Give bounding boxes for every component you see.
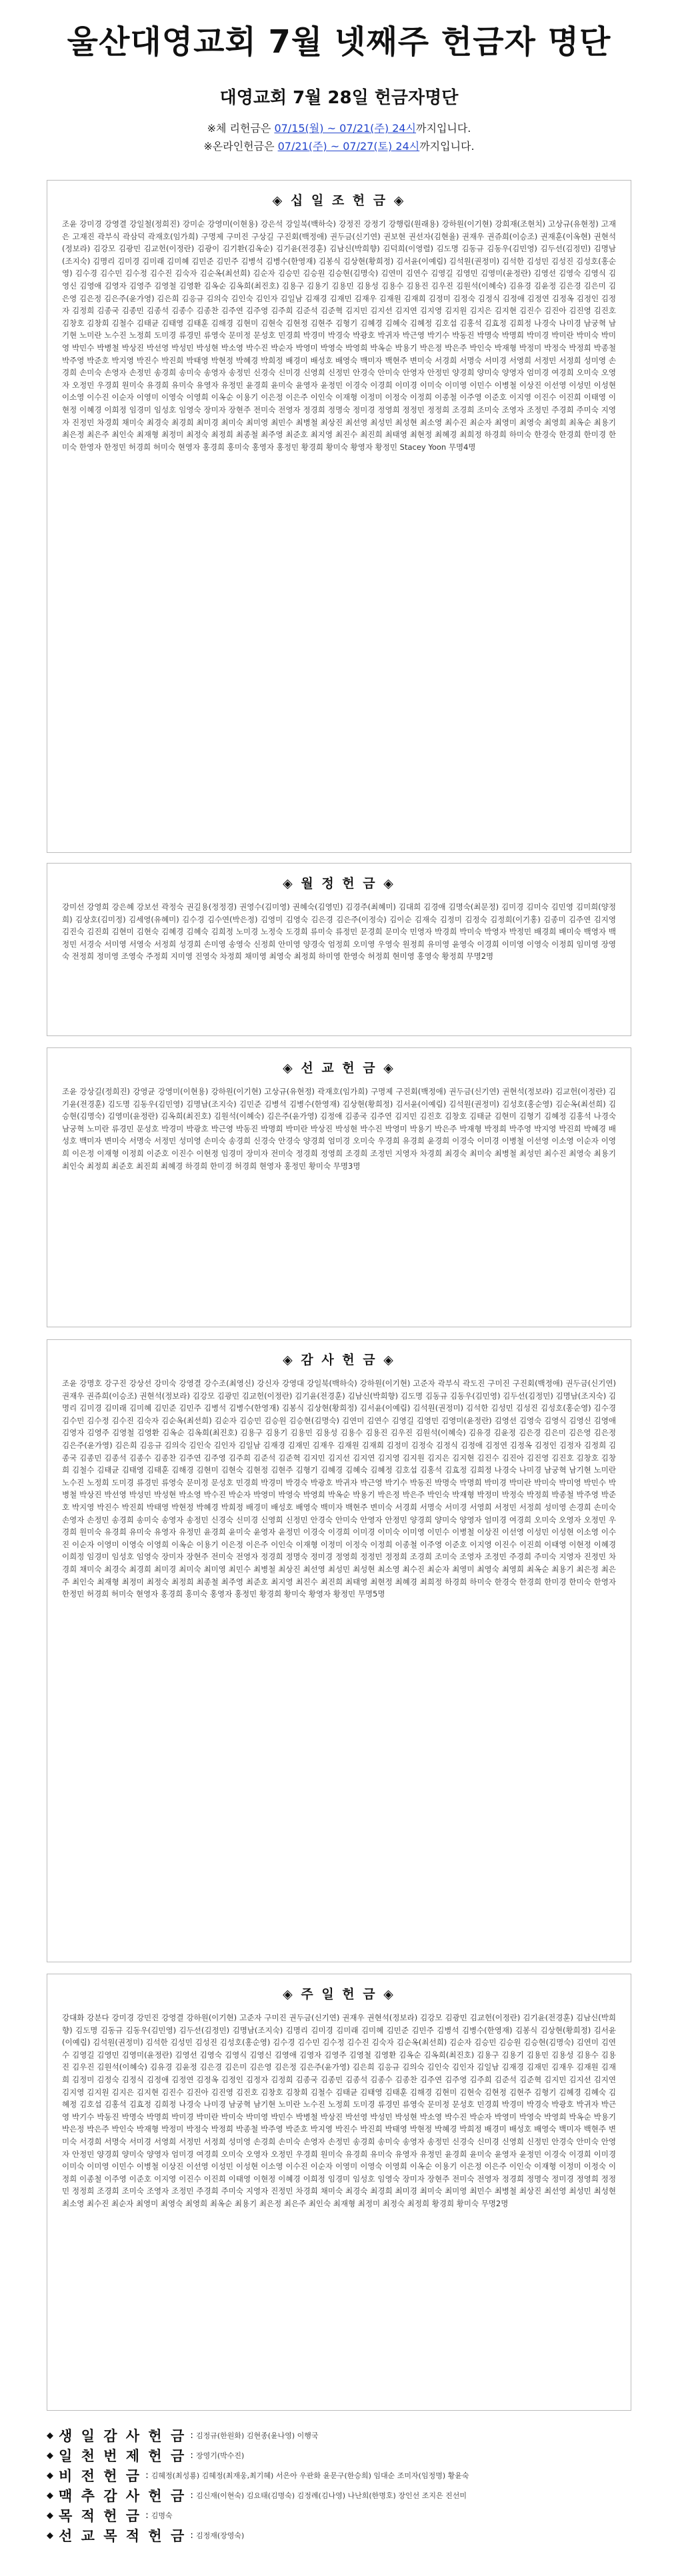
summary-label: 일 천 번 제 헌 금	[59, 2448, 187, 2464]
notice-online	[0, 138, 678, 153]
summary-names: 김신재(이현숙) 김요태(김명숙) 김정례(김나영) 나난희(한명호) 장인선 조지은 진선미	[196, 2491, 467, 2500]
separator: :	[190, 2450, 193, 2461]
summary-row-mission-purpose	[47, 2525, 631, 2545]
section-monthly	[47, 863, 631, 1036]
bullet-icon: ◆	[47, 2450, 53, 2461]
summary-names: 김정규(한원화) 김현종(윤나영) 이행국	[196, 2431, 319, 2440]
section-thanks	[47, 1339, 631, 1962]
summary-label: 목 적 헌 금	[59, 2508, 142, 2524]
bullet-icon: ◆	[47, 2470, 53, 2481]
section-heading: ◈ 감 사 헌 금 ◈	[283, 1352, 395, 1367]
notice-prefix: ※온라인헌금은	[203, 140, 278, 153]
section-heading: ◈ 십 일 조 헌 금 ◈	[272, 193, 406, 208]
section-heading: ◈ 월 정 헌 금 ◈	[283, 876, 395, 891]
summary-row-vision	[47, 2465, 631, 2485]
summary-names: 김정재(장영숙)	[196, 2531, 245, 2540]
summary-label: 생 일 감 사 헌 금	[59, 2428, 187, 2444]
bullet-icon: ◆	[47, 2430, 53, 2441]
summary-label: 비 전 헌 금	[59, 2468, 142, 2484]
section-names: 조윤 강명호 강구진 강상선 강미숙 강영결 강수조(최영신) 강신자 강영대 강일북(백하숙) 강하원(이기현) 고준자 곽부식 곽도진 구미진 구진회(백정애) 권두금(신기연) 권재우 권쥬희(이승조) 권현석(정보라) 김강모 김광민 김교헌(이정란) 김기윤(전경훈) 김남신(박희향) 김도명 김동규 김동우(김민영) 김두선(김정민) 김명남(조지숙) 김명리 김미경 김미래 김미혜 김민준 김민주 김병석 김병수(한영재) 김봉식 김상현(황희정) 김서윤(이예림) 김석원(권정미) 김석한 김성민 김성진 김성호(홍순영) 김수경 김수민 김수정 김수진 김숙자 김순옥(최선희) 김순자 김승민 김승원 김승현(김명숙) 김연미 김연수 김영길 김영민 김영미(윤정란) 김영선 김영숙 김영식 김영신 김영애 김영자 김영주 김영철 김영환 김옥순 김옥희(최진호) 김용구 김용기 김용민 김용성 김용수 김용진 김우진 김원석(이혜숙) 김유경 김윤정 김은경 김은미 김은영 김은정 김은주(윤가영) 김은희 김응규 김의숙 김인숙 김인자 김일남 김재경 김재민 김재우 김재원 김재희 김정미 김정숙 김정식 김정애 김정연 김정옥 김정인 김정자 김정희 김종국 김종민 김종석 김종수 김종찬 김주연 김주영 김주희 김준석 김준혁 김지민 김지선 김지연 김지영 김지원 김지은 김지현 김진수 김진아 김진영 김진호 김창호 김창희 김철수 김태균 김태영 김태훈 김해경 김현미 김현숙 김현정 김현주 김형기 김혜경 김혜숙 김혜정 김호섭 김홍석 김효정 김희정 나경숙 나미경 남궁혁 남기현 노미란 노수진 노정희 도미경 류경민 류영숙 문미정 문성호 민경희 박경미 박경숙 박광호 박귀자 박근영 박기수 박동진 박명숙 박명희 박미경 박미란 박미숙 박미영 박민수 박병철 박상진 박선영 박성민 박성현 박소영 박수진 박순자 박영미 박영숙 박영희 박옥순 박용기 박은정 박은주 박인숙 박재형 박정미 박정숙 박정희 박종철 박주영 박준호 박지영 박진수 박진희 박태영 박현정 박혜경 박희정 배경미 배성호 배영숙 백미자 백현주 변미숙 서경희 서명숙 서미경 서영희 서정민 서정희 성미영 손경희 손미숙 손영자 손정민 송경희 송미숙 송영자 송정민 신경숙 신미경 신영희 신정민 안경숙 안미숙 안영자 안정민 양경희 양미숙 양영자 엄미경 여경희 오미숙 오영자 오정민 우경희 원미숙 유경희 유미숙 유영자 유정민 윤경희 윤미숙 윤영자 윤정민 이경숙 이경희 이미경 이미숙 이미영 이민수 이병철 이상진 이선영 이성민 이성현 이소영 이수진 이순자 이영미 이영숙 이영희 이옥순 이용기 이은정 이은주 이인숙 이재형 이정미 이정숙 이정희 이종철 이주영 이준호 이지영 이진수 이진희 이태영 이현정 이혜경 이희정 임경미 임성호 임영숙 장미자 장현주 전미숙 전영자 정경희 정명숙 정미경 정영희 정정민 정정희 조경희 조미숙 조영자 조정민 주경희 주미숙 지영자 진정민 차경희 채미숙 최경숙 최경희 최미경 최미숙 최미영 최민수 최병철 최상진 최선영 최성민 최성현 최소영 최수진 최순자 최영미 최영숙 최영희 최옥순 최용기 최은정 최은주 최인숙 최재형 최정미 최정숙 최정희 최종철 최주영 최준호 최지영 최진수 최진희 최태영 최현정 최혜경 최희정 하경희 하미숙 한경숙 한경희 한미경 한미숙 한영자 한정민 허경희 허미숙 현영자 홍경희 홍미숙 홍영자 홍정민 황경희 황미숙 황영자 황정민 무명5명	[62, 1379, 616, 1599]
section-tithe	[47, 180, 631, 853]
page-subtitle: 대영교회 7월 28일 헌금자명단	[219, 88, 459, 108]
section-sunday	[47, 1974, 631, 2411]
summary-row-thousand	[47, 2445, 631, 2465]
notice-offline	[0, 120, 678, 135]
summary-row-purpose	[47, 2505, 631, 2525]
section-heading: ◈ 주 일 헌 금 ◈	[283, 1986, 395, 2002]
bullet-icon: ◆	[47, 2530, 53, 2541]
summary-label: 선 교 목 적 헌 금	[59, 2528, 187, 2544]
summary-label: 맥 추 감 사 헌 금	[59, 2488, 187, 2504]
summary-names: 장영기(박수진)	[196, 2451, 245, 2460]
bullet-icon: ◆	[47, 2490, 53, 2501]
summary-row-harvest	[47, 2485, 631, 2505]
page-title: 울산대영교회 7월 넷째주 헌금자 명단	[67, 23, 611, 61]
notice-range[interactable]: 07/21(주) ~ 07/27(토) 24시	[277, 140, 420, 153]
separator: :	[190, 2530, 193, 2541]
summary-names: 김혜정(최성룡) 김혜정(최재웅,최기혜) 서은아 우판화 윤문구(한승희) 임대순 조미자(임정명) 황윤숙	[151, 2471, 469, 2480]
section-names: 강미선 강영희 강은혜 강보선 곽정숙 권길용(정정경) 권영수(김미영) 권혜숙(김영민) 김경주(최혜미) 김대희 김경애 김명숙(최문정) 김미경 김미숙 김민영 김미희(양정희) 김상호(김미정) 김세영(유혜미) 김수경 김수연(박은정) 김영미 김영숙 김은경 김은주(이정숙) 김이순 김재숙 김정미 김정숙 김정희(이기홍) 김종미 김주연 김지영 김진숙 김진희 김현미 김현숙 김혜경 김혜숙 김희정 노미경 노정숙 도경희 류미숙 류정민 문경희 문미숙 민영자 박경희 박미숙 박영자 박정민 배경희 배미숙 백영자 백정민 서경숙 서미영 서영숙 서정희 성경희 손미영 송영숙 신정희 안미영 양경숙 엄정희 오미영 우영숙 원정희 유미영 윤영숙 이경희 이미영 이영숙 이정희 임미영 장영숙 전정희 정미영 조영숙 주정희 지미영 진영숙 차정희 채미영 최영숙 최정희 하미영 한영숙 허정희 현미영 홍영숙 황정희 무명2명	[62, 902, 616, 962]
summary-row-birthday	[47, 2425, 631, 2445]
notice-range[interactable]: 07/15(월) ~ 07/21(주) 24시	[274, 122, 417, 135]
separator: :	[145, 2510, 149, 2521]
section-names: 강대화 강분다 강미경 강민진 강영결 강하원(이기현) 고준자 구미진 권두금(신기연) 권재우 권현석(정보라) 김강모 김광민 김교헌(이정란) 김기윤(전경훈) 김남신(박희향) 김도명 김동규 김동우(김민영) 김두선(김정민) 김명남(조지숙) 김명리 김미경 김미래 김미혜 김민준 김민주 김병석 김병수(한영재) 김봉식 김상현(황희정) 김서윤(이예림) 김석원(권정미) 김석한 김성민 김성진 김성호(홍순영) 김수경 김수민 김수정 김수진 김숙자 김순옥(최선희) 김순자 김승민 김승원 김승현(김명숙) 김연미 김연수 김영길 김영민 김영미(윤정란) 김영선 김영숙 김영식 김영신 김영애 김영자 김영주 김영철 김영환 김옥순 김옥희(최진호) 김용구 김용기 김용민 김용성 김용수 김용진 김우진 김원석(이혜숙) 김유경 김윤정 김은경 김은미 김은영 김은정 김은주(윤가영) 김은희 김응규 김의숙 김인숙 김인자 김일남 김재경 김재민 김재우 김재원 김재희 김정미 김정숙 김정식 김정애 김정연 김정옥 김정인 김정자 김정희 김종국 김종민 김종석 김종수 김종찬 김주연 김주영 김주희 김준석 김준혁 김지민 김지선 김지연 김지영 김지원 김지은 김지현 김진수 김진아 김진영 김진호 김창호 김창희 김철수 김태균 김태영 김태훈 김해경 김현미 김현숙 김현정 김현주 김형기 김혜경 김혜숙 김혜정 김호섭 김홍석 김효정 김희정 나경숙 나미경 남궁혁 남기현 노미란 노수진 노정희 도미경 류경민 류영숙 문미정 문성호 민경희 박경미 박경숙 박광호 박귀자 박근영 박기수 박동진 박명숙 박명희 박미경 박미란 박미숙 박미영 박민수 박병철 박상진 박선영 박성민 박성현 박소영 박수진 박순자 박영미 박영숙 박영희 박옥순 박용기 박은정 박은주 박인숙 박재형 박정미 박정숙 박정희 박종철 박주영 박준호 박지영 박진수 박진희 박태영 박현정 박혜경 박희정 배경미 배성호 배영숙 백미자 백현주 변미숙 서경희 서명숙 서미경 서영희 서정민 서정희 성미영 손경희 손미숙 손영자 손정민 송경희 송미숙 송영자 송정민 신경숙 신미경 신영희 신정민 안경숙 안미숙 안영자 안정민 양경희 양미숙 양영자 엄미경 여경희 오미숙 오영자 오정민 우경희 원미숙 유경희 유미숙 유영자 유정민 윤경희 윤미숙 윤영자 윤정민 이경숙 이경희 이미경 이미숙 이미영 이민수 이병철 이상진 이선영 이성민 이성현 이소영 이수진 이순자 이영미 이영숙 이영희 이옥순 이용기 이은정 이은주 이인숙 이재형 이정미 이정숙 이정희 이종철 이주영 이준호 이지영 이진수 이진희 이태영 이현정 이혜경 이희정 임경미 임성호 임영숙 장미자 장현주 전미숙 전영자 정경희 정명숙 정미경 정영희 정정민 정정희 조경희 조미숙 조영자 조정민 주경희 주미숙 지영자 진정민 차경희 채미숙 최경숙 최경희 최미경 최미숙 최미영 최민수 최병철 최상진 최선영 최성민 최성현 최소영 최수진 최순자 최영미 최영숙 최영희 최옥순 최용기 최은정 최은주 최인숙 최재형 최정미 최정숙 최정희 황경희 황미숙 무명2명	[62, 2013, 616, 2208]
separator: :	[145, 2470, 149, 2481]
notice-prefix: ※체 리헌금은	[207, 122, 275, 135]
notice-suffix: 까지입니다.	[419, 140, 475, 153]
section-mission	[47, 1047, 631, 1327]
section-names: 조윤 강상길(정희진) 강영균 강영미(이현용) 강하원(이기현) 고상규(유현정) 곽재호(임가희) 구명제 구진회(백정애) 권두금(신기연) 권현석(정보라) 김교헌(이정란) 김기윤(전경훈) 김도명 김동우(김민영) 김명남(조지숙) 김민준 김병석 김병수(한영재) 김상현(황희정) 김서윤(이예림) 김석원(권정미) 김성호(홍순영) 김순옥(최선희) 김승현(김명숙) 김영미(윤정란) 김옥희(최진호) 김원석(이혜숙) 김은주(윤가영) 김정애 김종국 김주연 김지민 김진호 김창호 김태균 김현미 김형기 김혜정 김홍석 나경숙 남궁혁 노미란 류경민 문성호 박경미 박광호 박근영 박동진 박명희 박미란 박상진 박성현 박수진 박영미 박용기 박은주 박재형 박정희 박주영 박지영 박진희 박혜경 배성호 백미자 변미숙 서명숙 서정민 성미영 손미숙 송경희 신경숙 안경숙 양경희 엄미경 오미숙 우경희 유경희 윤경희 이경숙 이미경 이병철 이선영 이소영 이순자 이영희 이은정 이재형 이정희 이준호 이진수 이현정 임경미 장미자 전미숙 정경희 정영희 조경희 조정민 지영자 차경희 최경숙 최미숙 최병철 최성민 최수진 최영숙 최용기 최인숙 최정희 최준호 최진희 최혜경 하경희 한미경 허경희 현영자 홍정민 황미숙 무명3명	[62, 1087, 616, 1171]
section-names: 조윤 강미경 강영결 강일철(정희진) 강미순 강영미(이현용) 강은석 강일북(백하숙) 강정진 강정기 강행림(원래용) 강하원(이기현) 강희재(조현치) 고상규(유현정) 고재은 고재진 곽부식 곽삼덕 곽재호(임가희) 구명제 구미진 구상길 구진회(백정애) 권두금(신기연) 권보현 권선자(김현율) 권재우 권쥬희(이승조) 권재훈(이옥현) 권현석(정보라) 김강모 김광민 김교헌(이정란) 김광이 김기환(김옥순) 김기윤(전경훈) 김남신(박희향) 김덕희(이영렬) 김도명 김동규 김동우(김민영) 김두선(김정민) 김명남(조지숙) 김명리 김미경 김미래 김미혜 김민준 김민주 김병석 김병수(한영재) 김봉식 김상현(황희정) 김서윤(이예림) 김석원(권정미) 김석한 김성민 김성진 김성호(홍순영) 김수경 김수민 김수정 김수진 김숙자 김순옥(최선희) 김순자 김승민 김승원 김승현(김명숙) 김연미 김연수 김영길 김영민 김영미(윤정란) 김영선 김영숙 김영식 김영신 김영애 김영자 김영주 김영철 김영환 김옥순 김옥희(최진호) 김용구 김용기 김용민 김용성 김용수 김용진 김우진 김원석(이혜숙) 김유경 김윤정 김은경 김은미 김은영 김은정 김은주(윤가영) 김은희 김응규 김의숙 김인숙 김인자 김일남 김재경 김재민 김재우 김재원 김재희 김정미 김정숙 김정식 김정애 김정연 김정옥 김정인 김정자 김정희 김종국 김종민 김종석 김종수 김종찬 김주연 김주영 김주희 김준석 김준혁 김지민 김지선 김지연 김지영 김지원 김지은 김지현 김진수 김진아 김진영 김진호 김창호 김창희 김철수 김태균 김태영 김태훈 김해경 김현미 김현숙 김현정 김현주 김형기 김혜경 김혜숙 김혜정 김호섭 김홍석 김효정 김희정 나경숙 나미경 남궁혁 남기현 노미란 노수진 노정희 도미경 류경민 류영숙 문미정 문성호 민경희 박경미 박경숙 박광호 박귀자 박근영 박기수 박동진 박명숙 박명희 박미경 박미란 박미숙 박미영 박민수 박병철 박상진 박선영 박성민 박성현 박소영 박수진 박순자 박영미 박영숙 박영희 박옥순 박용기 박은정 박은주 박인숙 박재형 박정미 박정숙 박정희 박종철 박주영 박준호 박지영 박진수 박진희 박태영 박현정 박혜경 박희정 배경미 배성호 배영숙 백미자 백현주 변미숙 서경희 서명숙 서미경 서영희 서정민 서정희 성미영 손경희 손미숙 손영자 손정민 송경희 송미숙 송영자 송정민 신경숙 신미경 신영희 신정민 안경숙 안미숙 안영자 안정민 양경희 양미숙 양영자 엄미경 여경희 오미숙 오영자 오정민 우경희 원미숙 유경희 유미숙 유영자 유정민 윤경희 윤미숙 윤영자 윤정민 이경숙 이경희 이미경 이미숙 이미영 이민수 이병철 이상진 이선영 이성민 이성현 이소영 이수진 이순자 이영미 이영숙 이영희 이옥순 이용기 이은정 이은주 이인숙 이재형 이정미 이정숙 이정희 이종철 이주영 이준호 이지영 이진수 이진희 이태영 이현정 이혜경 이희정 임경미 임성호 임영숙 장미자 장현주 전미숙 전영자 정경희 정명숙 정미경 정영희 정정민 정정희 조경희 조미숙 조영자 조정민 주경희 주미숙 지영자 진정민 차경희 채미숙 최경숙 최경희 최미경 최미숙 최미영 최민수 최병철 최상진 최선영 최성민 최성현 최소영 최수진 최순자 최영미 최영숙 최영희 최옥순 최용기 최은정 최은주 최인숙 최재형 최정미 최정숙 최정희 최종철 최주영 최준호 최지영 최진수 최진희 최태영 최현정 최혜경 최희정 하경희 하미숙 한경숙 한경희 한미경 한미숙 한영자 한정민 허경희 허미숙 현영자 홍경희 홍미숙 홍영자 홍정민 황경희 황미숙 황영자 황정민 Stacey Yoon 무명4명	[62, 219, 616, 452]
separator: :	[190, 2490, 193, 2501]
summary-names: 김명숙	[151, 2511, 173, 2520]
notice-suffix: 까지입니다.	[416, 122, 471, 135]
bullet-icon: ◆	[47, 2510, 53, 2521]
separator: :	[190, 2430, 193, 2441]
summary-list	[47, 2425, 631, 2545]
section-heading: ◈ 선 교 헌 금 ◈	[283, 1060, 395, 1075]
